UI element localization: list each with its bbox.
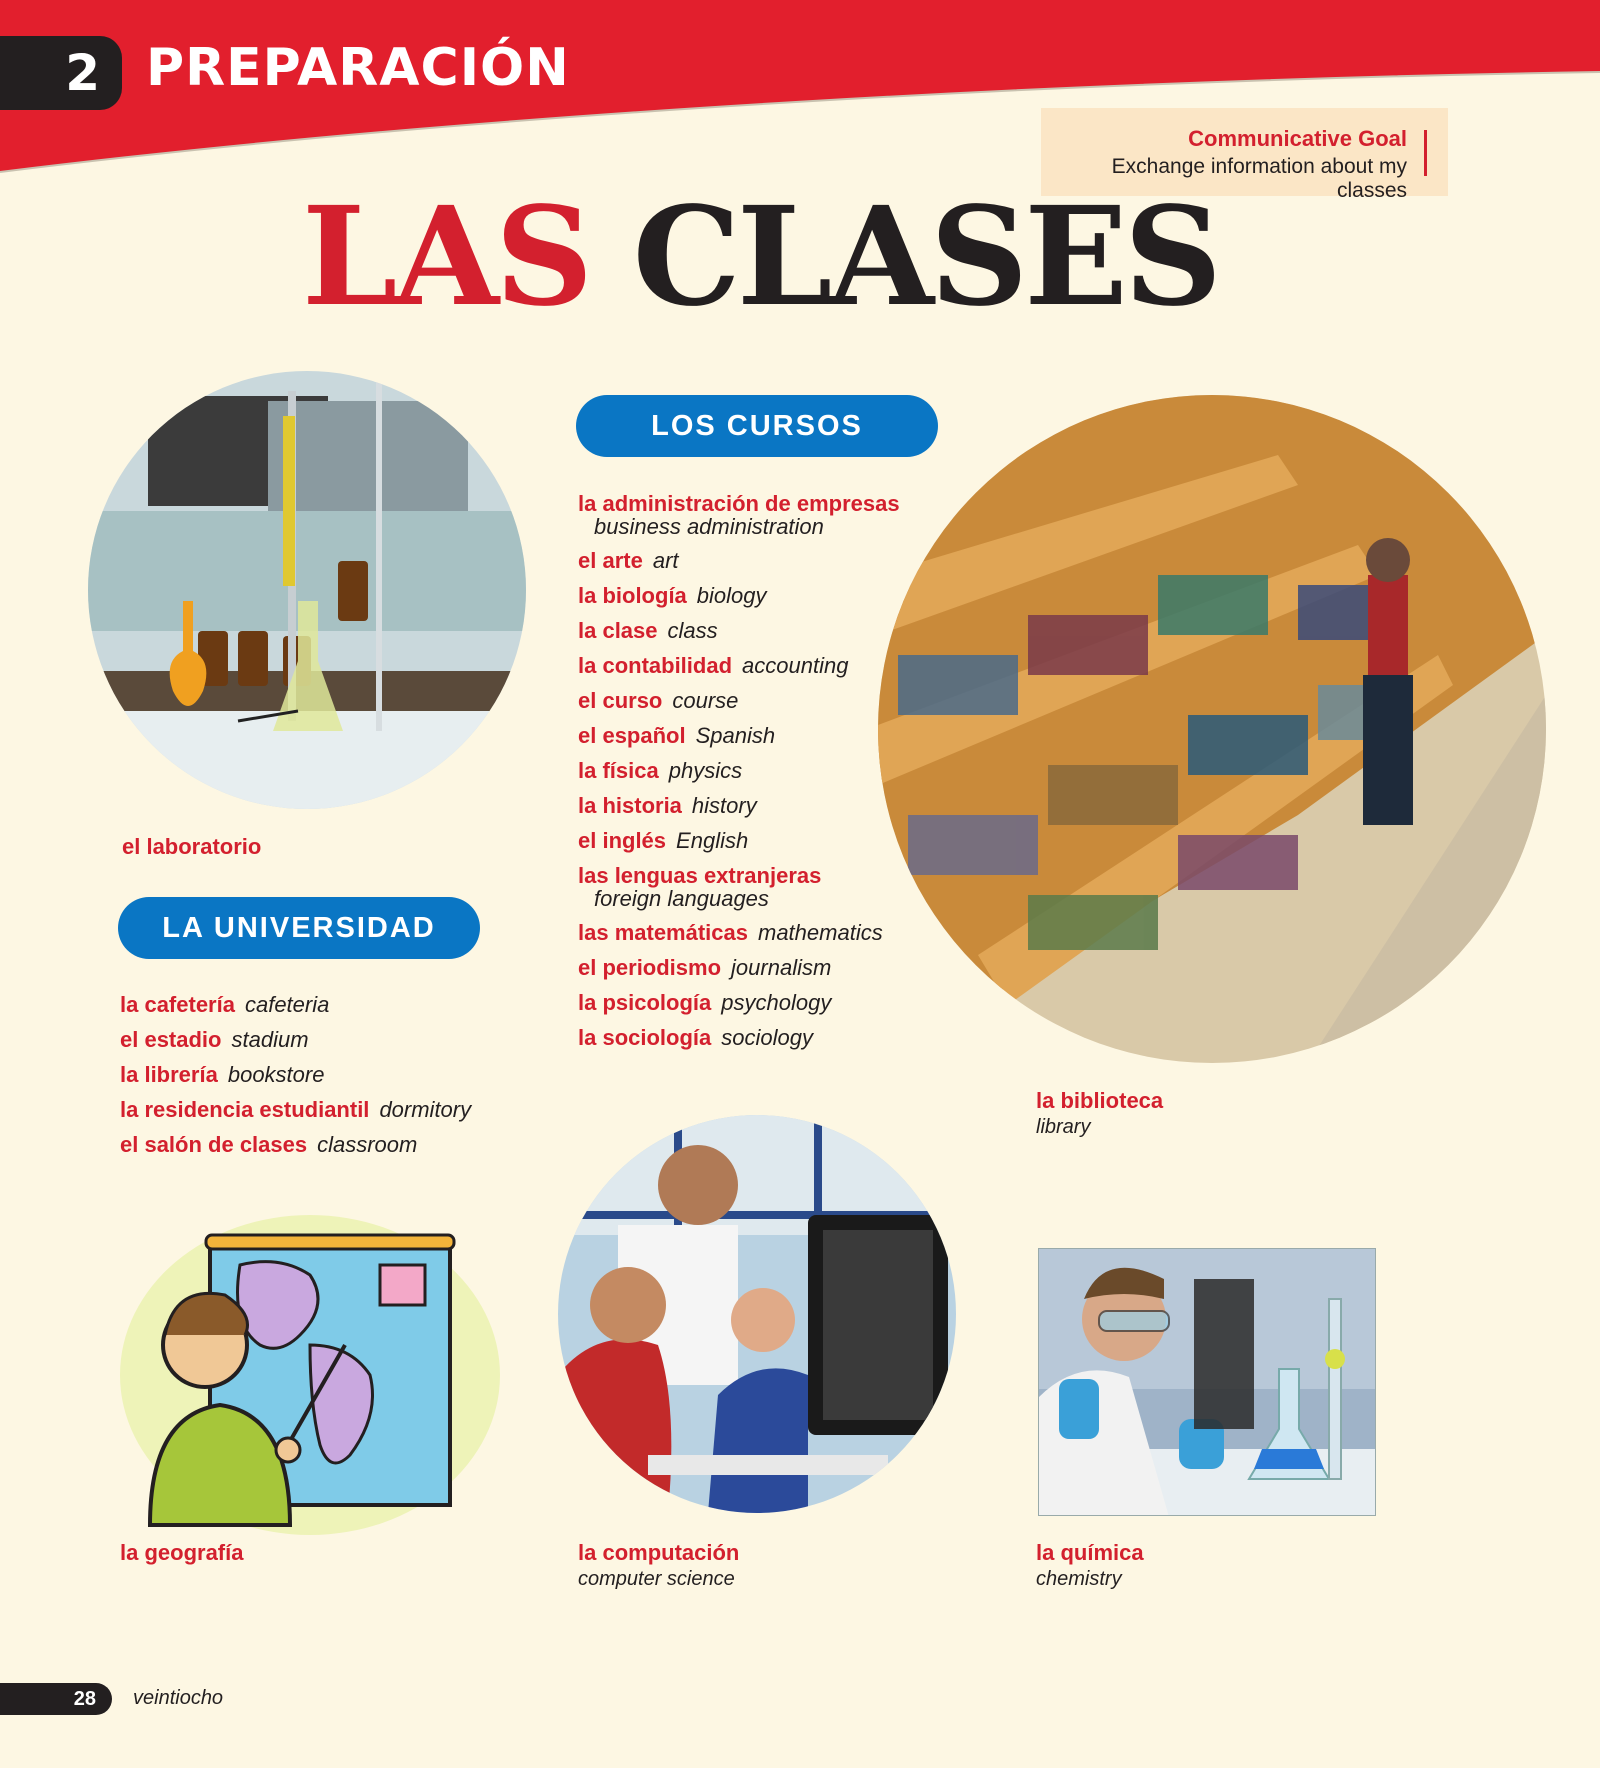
- vocab-translation: journalism: [731, 955, 832, 980]
- laboratory-photo: [88, 371, 526, 809]
- vocab-term: la clase: [578, 618, 658, 643]
- vocab-translation: accounting: [742, 653, 849, 678]
- caption-translation: chemistry: [1036, 1568, 1122, 1590]
- vocab-item: [120, 1057, 471, 1092]
- vocab-translation: course: [672, 688, 739, 713]
- caption-geografia: [120, 1540, 243, 1566]
- vocab-item: [578, 950, 900, 985]
- caption-translation: computer science: [578, 1568, 735, 1590]
- vocab-translation: art: [652, 548, 679, 573]
- vocab-term: el periodismo: [578, 955, 722, 980]
- vocab-item: [578, 788, 900, 823]
- vocab-term: la psicología: [578, 990, 712, 1015]
- vocab-term: el arte: [578, 548, 643, 573]
- vocab-translation: English: [676, 828, 749, 853]
- vocab-translation: mathematics: [758, 920, 883, 945]
- heading-los-cursos: LOS CURSOS: [576, 395, 938, 457]
- caption-translation: library: [1036, 1116, 1091, 1138]
- title-word-las: LAS: [301, 177, 590, 337]
- caption-quimica: [1036, 1540, 1144, 1592]
- goal-heading: Communicative Goal: [1188, 126, 1407, 151]
- vocab-term: la cafetería: [120, 992, 235, 1017]
- vocab-term: la administración de empresas: [578, 491, 900, 516]
- vocab-item: [578, 753, 900, 788]
- vocab-translation: stadium: [231, 1027, 309, 1052]
- vocab-item: [578, 718, 900, 753]
- page-number: 28: [0, 1683, 112, 1715]
- vocab-translation: physics: [668, 758, 743, 783]
- vocab-translation: classroom: [317, 1132, 418, 1157]
- computer-class-photo: [558, 1115, 956, 1513]
- vocab-item: [578, 985, 900, 1020]
- vocab-item: [578, 683, 900, 718]
- vocab-term: el estadio: [120, 1027, 222, 1052]
- vocab-translation: class: [667, 618, 718, 643]
- vocab-item: [578, 823, 900, 858]
- caption-term: la computación: [578, 1540, 740, 1565]
- cursos-vocab-list: [578, 486, 900, 1055]
- vocab-term: la física: [578, 758, 659, 783]
- caption-laboratorio: [122, 834, 261, 860]
- caption-biblioteca: [1036, 1088, 1163, 1140]
- vocab-item: [120, 1092, 471, 1127]
- vocab-translation: biology: [696, 583, 767, 608]
- page-number-word: veintiocho: [133, 1687, 224, 1709]
- caption-term: la química: [1036, 1540, 1144, 1565]
- vocab-item: [578, 486, 900, 539]
- vocab-term: la residencia estudiantil: [120, 1097, 370, 1122]
- vocab-translation: cafeteria: [244, 992, 330, 1017]
- vocab-item: [578, 543, 900, 578]
- heading-la-universidad: LA UNIVERSIDAD: [118, 897, 480, 959]
- universidad-vocab-list: [120, 987, 471, 1162]
- section-title: PREPARACIÓN: [146, 38, 570, 98]
- geography-illustration: [110, 1195, 502, 1535]
- vocab-translation: dormitory: [379, 1097, 472, 1122]
- vocab-item: [578, 1020, 900, 1055]
- vocab-translation: foreign languages: [594, 886, 769, 911]
- caption-computacion: [578, 1540, 739, 1592]
- vocab-translation: history: [691, 793, 757, 818]
- caption-term: la geografía: [120, 1540, 244, 1565]
- vocab-term: la historia: [578, 793, 682, 818]
- vocab-term: la contabilidad: [578, 653, 733, 678]
- vocab-item: [120, 1127, 471, 1162]
- vocab-item: [578, 915, 900, 950]
- vocab-term: las matemáticas: [578, 920, 748, 945]
- vocab-term: la librería: [120, 1062, 218, 1087]
- vocab-term: las lenguas extranjeras: [578, 863, 822, 888]
- vocab-term: la sociología: [578, 1025, 712, 1050]
- goal-text: Exchange information about my classes: [1111, 155, 1407, 202]
- title-word-clases: CLASES: [632, 177, 1219, 337]
- vocab-translation: Spanish: [695, 723, 776, 748]
- vocab-term: el curso: [578, 688, 663, 713]
- vocab-item: [120, 1022, 471, 1057]
- vocab-term: el inglés: [578, 828, 667, 853]
- library-photo: [878, 395, 1546, 1063]
- vocab-term: el español: [578, 723, 686, 748]
- vocab-term: el salón de clases: [120, 1132, 308, 1157]
- vocab-translation: sociology: [721, 1025, 813, 1050]
- vocab-translation: psychology: [721, 990, 832, 1015]
- vocab-item: [578, 613, 900, 648]
- vocab-item: [578, 858, 900, 911]
- chapter-number-tab: 2: [0, 36, 122, 110]
- caption-term: el laboratorio: [122, 834, 262, 859]
- vocab-item: [578, 578, 900, 613]
- chemistry-photo: [1038, 1248, 1376, 1516]
- vocab-translation: bookstore: [227, 1062, 325, 1087]
- vocab-term: la biología: [578, 583, 687, 608]
- vocab-item: [120, 987, 471, 1022]
- vocab-translation: business administration: [594, 514, 824, 539]
- vocab-item: [578, 648, 900, 683]
- caption-term: la biblioteca: [1036, 1088, 1164, 1113]
